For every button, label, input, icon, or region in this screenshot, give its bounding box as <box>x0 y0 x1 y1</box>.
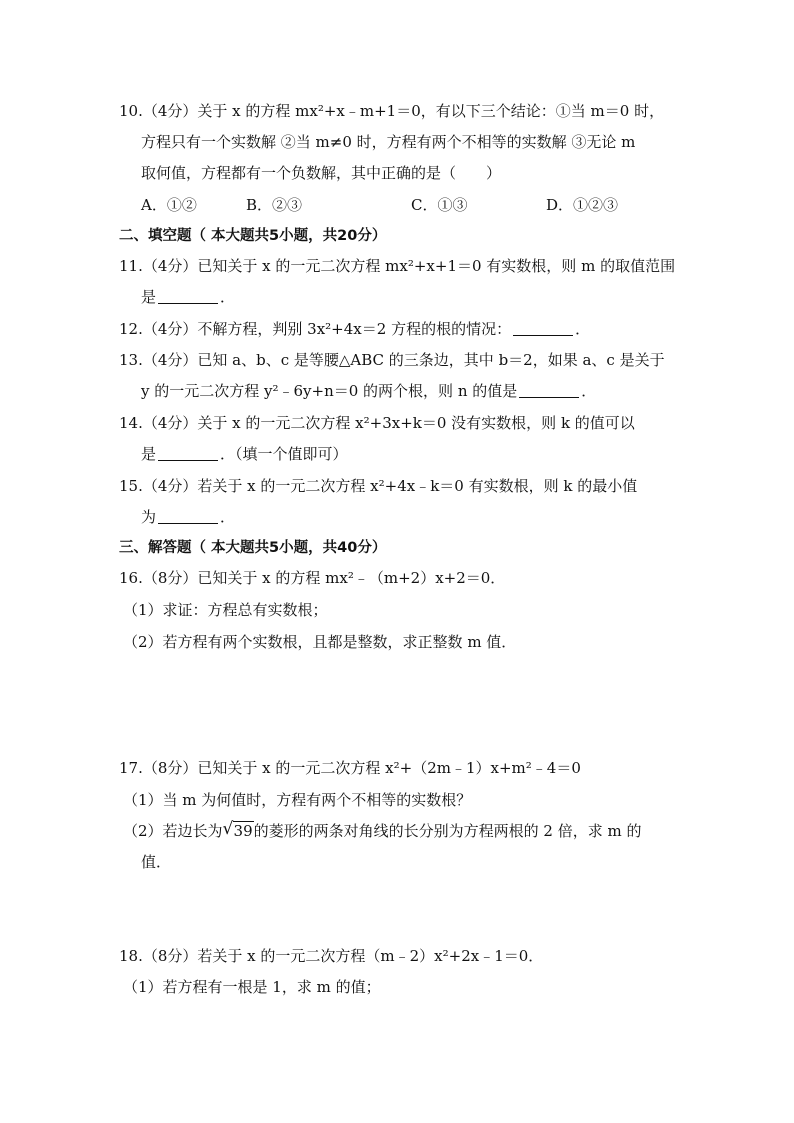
q17-stem: 17.（8分）已知关于 x 的一元二次方程 x²+（2m﹣1）x+m²﹣4＝0 <box>119 759 581 777</box>
sqrt-expression <box>223 819 254 843</box>
q15-line1: 15.（4分）若关于 x 的一元二次方程 x²+4x﹣k＝0 有实数根，则 k 的最小值 <box>119 477 638 495</box>
q10-option-c[interactable]: C．①③ <box>411 196 468 214</box>
section2-heading: 二、填空题（ 本大题共5小题，共20分） <box>119 228 387 244</box>
q14-line1: 14.（4分）关于 x 的一元二次方程 x²+3x+k＝0 没有实数根，则 k 的值可以 <box>119 414 635 432</box>
q13-line1: 13.（4分）已知 a、b、c 是等腰△ABC 的三条边，其中 b＝2，如果 a、c 是关于 <box>119 351 665 369</box>
q11-line2-pre: 是 <box>141 288 157 306</box>
q14-line2-post: ．（填一个值即可） <box>220 445 348 463</box>
q17-part2-post: 的菱形的两条对角线的长分别为方程两根的 2 倍，求 m 的 <box>253 822 642 840</box>
q12-line <box>119 317 699 341</box>
q18-part1: （1）若方程有一根是 1，求 m 的值； <box>123 978 381 996</box>
q15-line2 <box>141 505 721 529</box>
q12-post: ． <box>575 320 591 338</box>
section3-heading: 三、解答题（ 本大题共5小题，共40分） <box>119 540 387 556</box>
q15-line2-post: ． <box>220 508 236 526</box>
q14-line2 <box>141 442 721 466</box>
q13-line2-post: ． <box>581 382 597 400</box>
q16-stem: 16.（8分）已知关于 x 的方程 mx²﹣（m+2）x+2＝0． <box>119 569 506 587</box>
q17-part2-cont: 值． <box>141 853 172 871</box>
q10-line3: 取何值，方程都有一个负数解，其中正确的是（ ） <box>141 164 502 182</box>
q15-line2-pre: 为 <box>141 508 157 526</box>
q17-part2-pre: （2）若边长为 <box>123 822 223 840</box>
q10-options <box>141 193 721 217</box>
q10-line2: 方程只有一个实数解 ②当 m≠0 时，方程有两个不相等的实数解 ③无论 m <box>141 133 636 151</box>
q11-line2 <box>141 285 721 309</box>
q12-text: 12.（4分）不解方程，判别 3x²+4x＝2 方程的根的情况： <box>119 320 512 338</box>
radical-icon: √ <box>222 819 234 839</box>
q17-part2 <box>123 819 703 843</box>
q13-line2 <box>141 379 721 403</box>
q16-part1: （1）求证：方程总有实数根； <box>123 601 328 619</box>
q11-answer-blank[interactable] <box>158 288 218 304</box>
q16-part2: （2）若方程有两个实数根，且都是整数，求正整数 m 值． <box>123 633 517 651</box>
q15-answer-blank[interactable] <box>158 508 218 524</box>
q10-option-d[interactable]: D．①②③ <box>546 196 619 214</box>
q14-line2-pre: 是 <box>141 445 157 463</box>
q10-line1: 10.（4分）关于 x 的方程 mx²+x﹣m+1＝0，有以下三个结论：①当 m＝0 时， <box>119 102 665 120</box>
q11-line1: 11.（4分）已知关于 x 的一元二次方程 mx²+x+1＝0 有实数根，则 m 的取值范围 <box>119 257 676 275</box>
q18-stem: 18.（8分）若关于 x 的一元二次方程（m﹣2）x²+2x﹣1＝0． <box>119 947 544 965</box>
q13-answer-blank[interactable] <box>519 382 579 398</box>
q17-part1: （1）当 m 为何值时，方程有两个不相等的实数根？ <box>123 791 472 809</box>
q11-line2-post: ． <box>220 288 236 306</box>
q13-line2-pre: y 的一元二次方程 y²﹣6y+n＝0 的两个根，则 n 的值是 <box>141 382 518 400</box>
q12-answer-blank[interactable] <box>513 320 573 336</box>
q10-option-b[interactable]: B．②③ <box>246 196 303 214</box>
q14-answer-blank[interactable] <box>158 445 218 461</box>
sqrt-radicand: 39 <box>233 822 253 840</box>
q10-option-a[interactable]: A．①② <box>141 196 197 214</box>
